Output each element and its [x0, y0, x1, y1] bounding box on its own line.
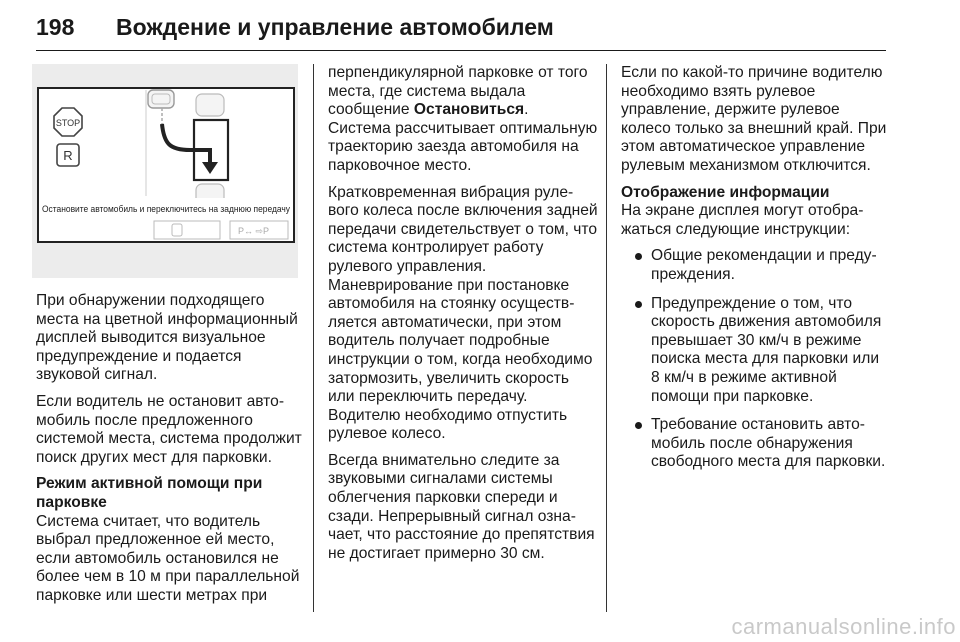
bullet-icon — [635, 422, 642, 429]
column-divider — [606, 64, 607, 612]
watermark: carmanualsonline.info — [731, 614, 956, 639]
display-message: Остановите автомобиль и переключитесь на заднюю передачу — [42, 204, 291, 214]
column-2 — [328, 64, 598, 563]
parked-car-icon — [196, 94, 224, 116]
page-title: Вождение и управление автомобилем — [116, 14, 554, 40]
section-heading: Отображение информации — [621, 183, 830, 201]
list-item: Требование остановить автомобиль после обнаружения свободного места для парковки. — [621, 416, 891, 472]
instruction-list — [621, 247, 891, 472]
display-illustration — [32, 64, 298, 278]
paragraph: Кратковременная вибрация рулевого колеса после включения задней передачи свидетельствует о том, что система контролирует работу рулевого управления. Маневрирование при постановке автомобиля на стоянку осуществляется автоматически, при этом водитель получает подробные инструкции о том, когда необходимо затормозить, увеличить скорость или переключить передачу. Водителю необходимо отпустить рулевое колесо. — [328, 183, 598, 443]
display-message-text: Остановиться — [413, 101, 525, 119]
paragraph: Если по какой-то причине водителю необходимо взять рулевое управление, держите рулевое колесо только за внешний край. При этом автоматическое управление рулевым механизмом отключится. — [621, 64, 887, 174]
stop-sign-text: STOP — [55, 118, 81, 128]
paragraph: На экране дисплея могут отображаться следующие инструкции: — [621, 202, 864, 238]
column-3 — [621, 64, 891, 482]
paragraph: При обнаружении подходящего места на цветной информационный дисплей выводится визуальное предупреждение и подается звуковой сигнал. — [36, 292, 298, 384]
paragraph: Если водитель не остановит автомобиль после предложенного системой места, система продолжит поиск других мест для парковки. — [36, 392, 302, 466]
column-1 — [36, 292, 302, 606]
column-divider — [313, 64, 314, 612]
bullet-icon — [635, 253, 642, 260]
paragraph: Система считает, что водитель выбрал предложенное ей место, если автомобиль остановился не более чем в 10 м при параллельной парковке или шести метрах при — [36, 512, 300, 604]
list-item: Общие рекомендации и предупреждения. — [621, 247, 891, 284]
parking-mode-icon: P↔ ⇨P — [238, 226, 270, 236]
paragraph: Всегда внимательно следите за звуковыми сигналами системы облегчения парковки спереди и сзади. Непрерывный сигнал означает, что расстояние до препятствия не достигает примерно 30 см. — [328, 451, 595, 562]
section-heading: Режим активной помощи при парковке — [36, 475, 263, 511]
reverse-gear-letter: R — [63, 148, 73, 163]
page-header — [36, 6, 886, 51]
page-number: 198 — [36, 14, 75, 40]
bullet-icon — [635, 301, 642, 308]
list-item: Предупреждение о том, что скорость движения автомобиля превышает 30 км/ч в режиме поиска места для парковки или 8 км/ч в режиме активной помощи при парковке. — [621, 295, 891, 407]
paragraph: перпендикулярной парковке от того места, где система выдала сообщение Остановиться. Система рассчитывает оптимальную траекторию заезда автомобиля на парковочное место. — [328, 64, 598, 174]
parking-display-figure — [32, 64, 298, 278]
